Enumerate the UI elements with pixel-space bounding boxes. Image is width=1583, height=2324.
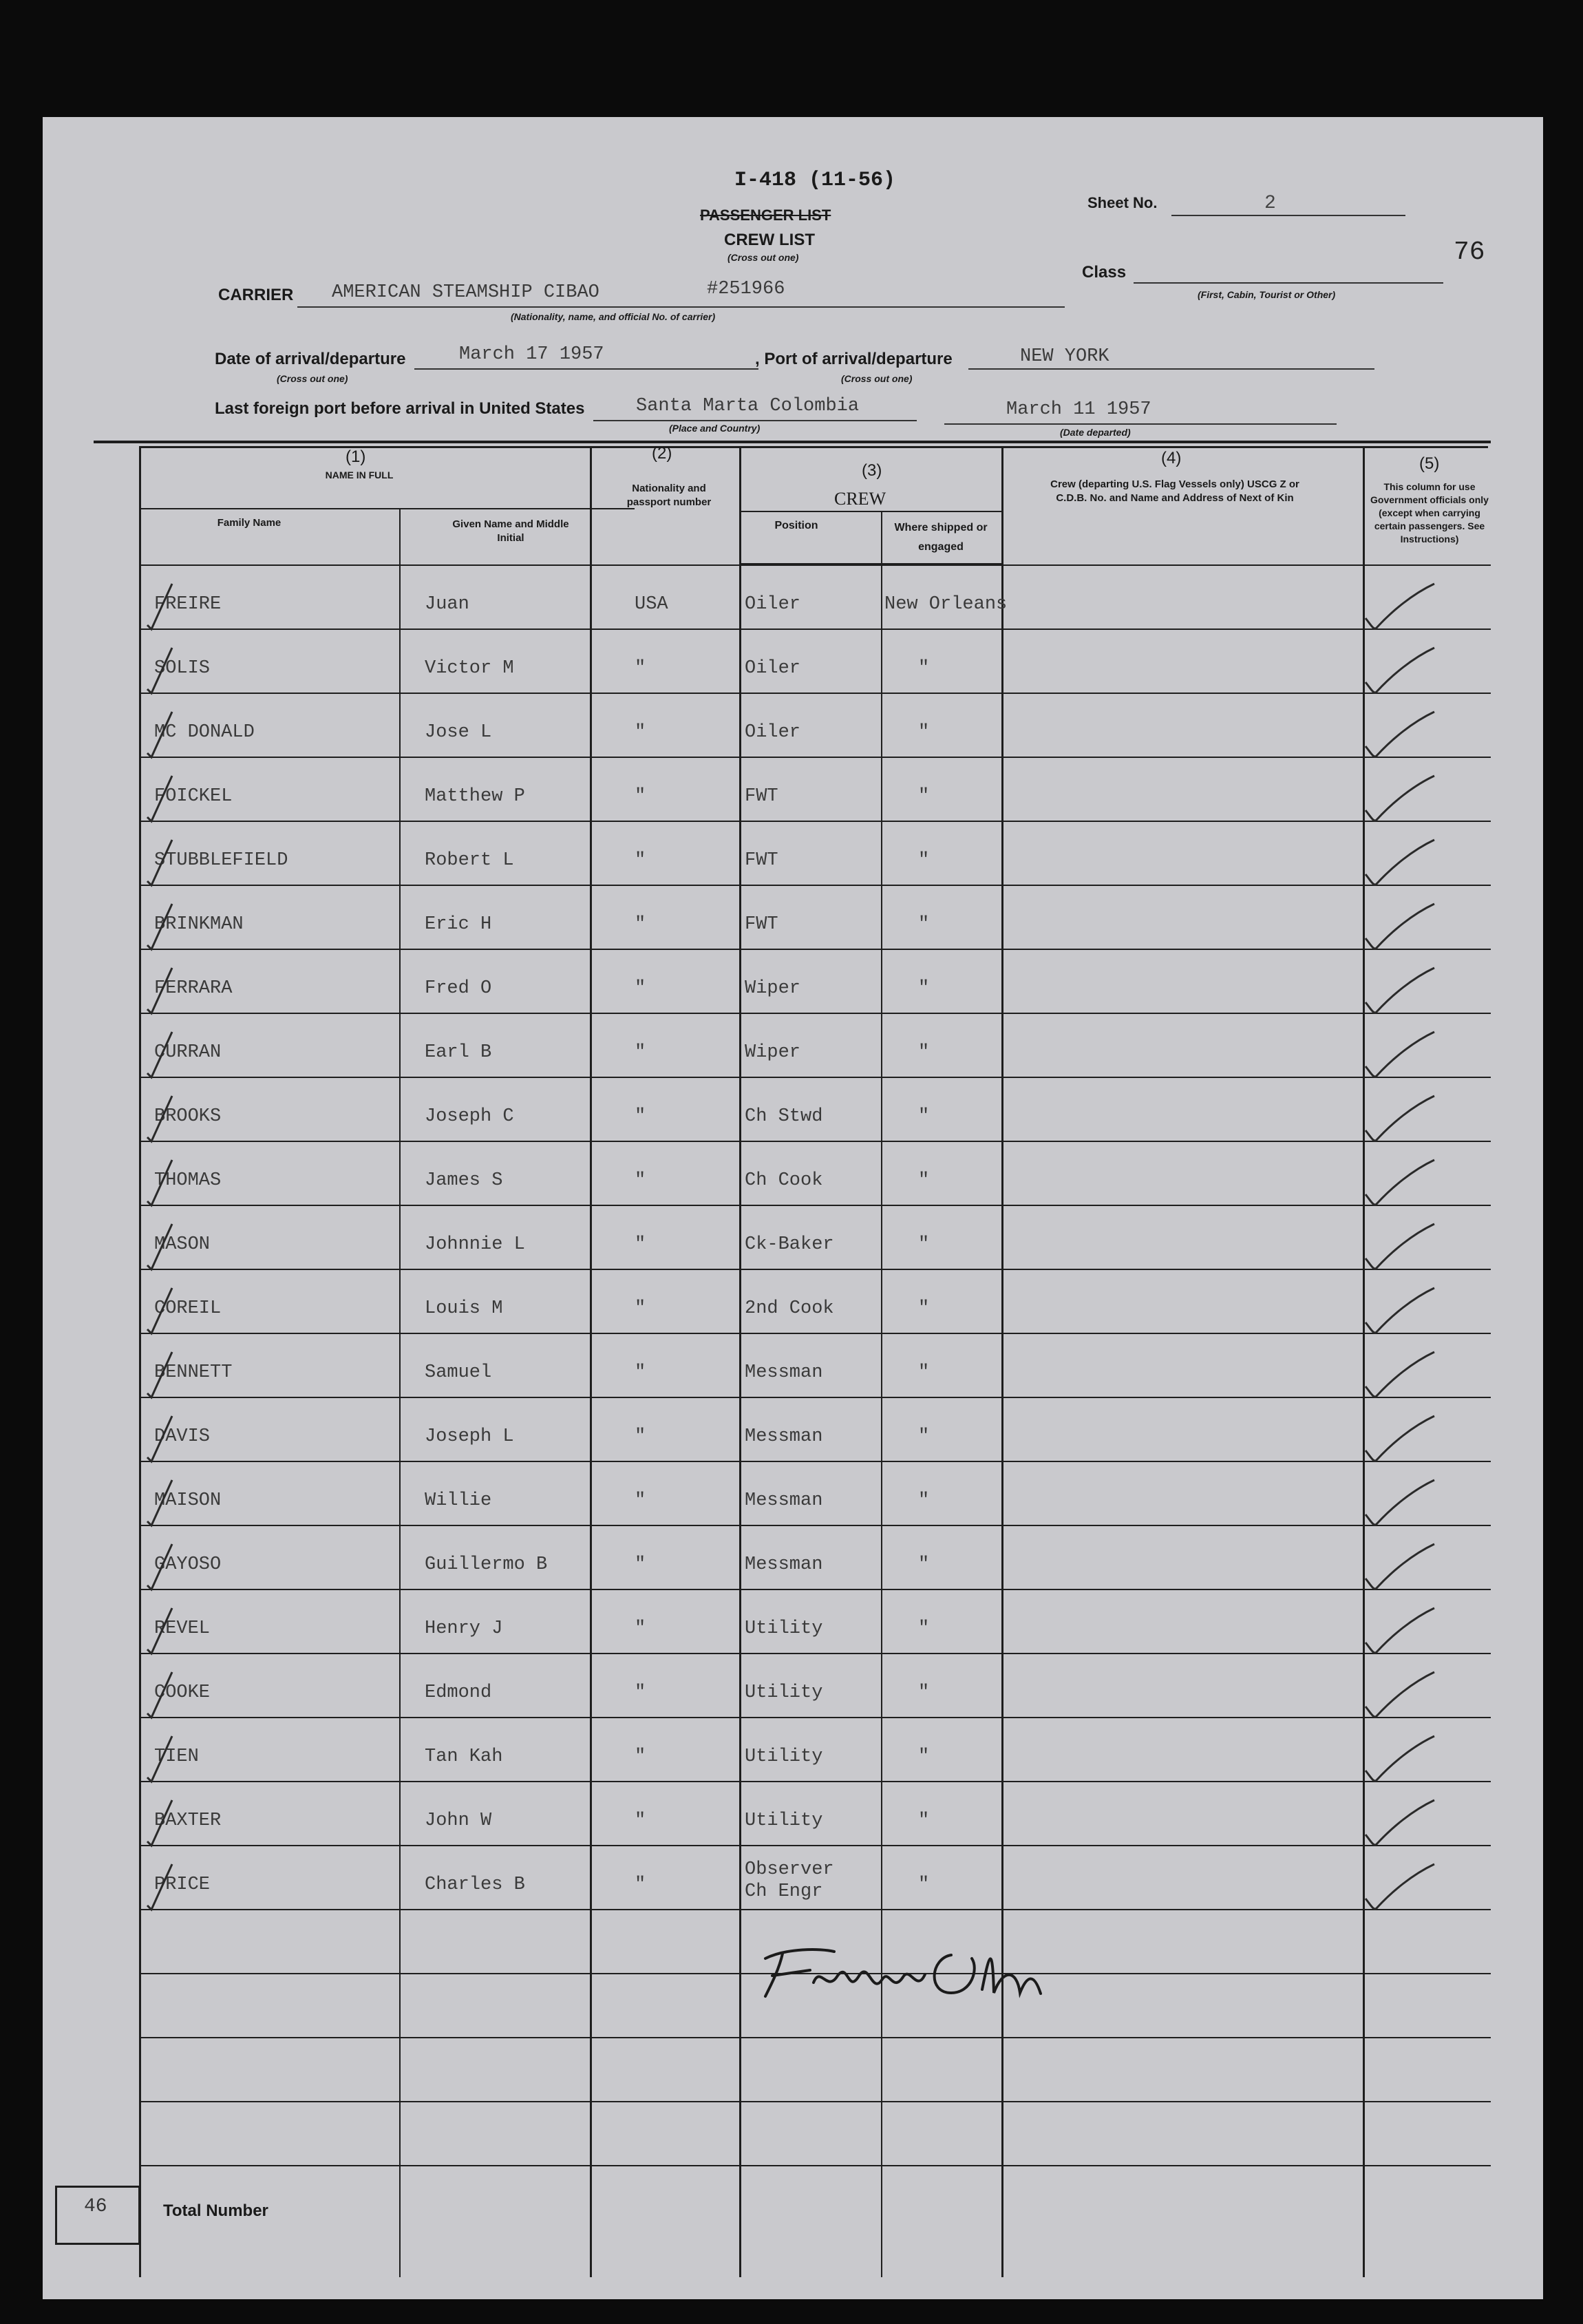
crew-list-label: CREW LIST xyxy=(724,231,815,249)
given-name-cell: Robert L xyxy=(425,850,514,871)
official-check-mark xyxy=(1364,1537,1436,1592)
position-cell: Utility xyxy=(745,1810,823,1831)
where-shipped-cell: " xyxy=(918,1746,930,1767)
family-name-cell: MAISON xyxy=(154,1490,222,1511)
row-check-mark xyxy=(146,961,173,1016)
position-cell: Wiper xyxy=(745,978,801,999)
row-divider xyxy=(139,2165,1491,2166)
row-check-mark xyxy=(146,1153,173,1208)
family-name-cell: BROOKS xyxy=(154,1106,222,1127)
row-check-mark xyxy=(146,769,173,824)
family-name-cell: GAYOSO xyxy=(154,1554,222,1575)
class-label: Class xyxy=(1082,263,1127,282)
position-cell: Ch Cook xyxy=(745,1170,823,1191)
carrier-note: (Nationality, name, and official No. of carrier) xyxy=(511,311,716,322)
where-shipped-cell: " xyxy=(918,1426,930,1447)
total-box-value: 46 xyxy=(84,2196,107,2217)
position-cell: Oiler xyxy=(745,722,801,743)
col1-title: NAME IN FULL xyxy=(325,469,394,480)
date-note: (Cross out one) xyxy=(277,373,348,384)
page-number: 76 xyxy=(1454,237,1485,267)
family-name-cell: CURRAN xyxy=(154,1042,222,1063)
family-name-cell: STUBBLEFIELD xyxy=(154,850,288,871)
position-cell: Utility xyxy=(745,1682,823,1703)
nationality-cell: " xyxy=(635,914,646,935)
col5-number: (5) xyxy=(1419,454,1440,473)
nationality-cell: " xyxy=(635,1618,646,1639)
col1-number: (1) xyxy=(346,447,366,466)
row-divider xyxy=(139,693,1491,694)
row-divider xyxy=(139,1717,1491,1718)
row-divider xyxy=(139,1333,1491,1334)
position-cell: FWT xyxy=(745,850,778,871)
official-check-mark xyxy=(1364,705,1436,760)
family-name-cell: FOICKEL xyxy=(154,786,233,807)
official-check-mark xyxy=(1364,1281,1436,1336)
row-divider xyxy=(139,1845,1491,1846)
where-shipped-cell: " xyxy=(918,1618,930,1639)
nationality-cell: " xyxy=(635,1298,646,1319)
cross-out-note: (Cross out one) xyxy=(727,252,799,263)
official-check-mark xyxy=(1364,641,1436,696)
row-divider xyxy=(139,1013,1491,1014)
nationality-cell: " xyxy=(635,1234,646,1255)
nationality-cell: " xyxy=(635,1874,646,1895)
carrier-label: CARRIER xyxy=(218,286,294,304)
row-divider xyxy=(139,1397,1491,1398)
where-shipped-cell: " xyxy=(918,1490,930,1511)
position-cell: Messman xyxy=(745,1554,823,1575)
last-port-value: Santa Marta Colombia xyxy=(636,396,860,416)
where-shipped-cell: " xyxy=(918,658,930,679)
last-port-note: (Place and Country) xyxy=(669,423,761,434)
where-shipped-cell: " xyxy=(918,1106,930,1127)
row-check-mark xyxy=(146,705,173,760)
col4-number: (4) xyxy=(1161,449,1182,467)
row-divider xyxy=(139,1909,1491,1910)
where-shipped-header: Where shipped or engaged xyxy=(894,522,988,553)
position-cell-line2: Ch Engr xyxy=(745,1881,823,1902)
given-name-cell: Earl B xyxy=(425,1042,492,1063)
where-shipped-cell: " xyxy=(918,1234,930,1255)
family-name-cell: COOKE xyxy=(154,1682,211,1703)
row-check-mark xyxy=(146,897,173,952)
nationality-cell: " xyxy=(635,1170,646,1191)
nationality-cell: " xyxy=(635,1490,646,1511)
nationality-cell: " xyxy=(635,1042,646,1063)
nationality-cell: " xyxy=(635,658,646,679)
family-name-cell: FREIRE xyxy=(154,594,222,615)
row-check-mark xyxy=(146,1601,173,1656)
position-cell: Messman xyxy=(745,1426,823,1447)
given-name-cell: James S xyxy=(425,1170,503,1191)
nationality-cell: " xyxy=(635,850,646,871)
family-name-cell: COREIL xyxy=(154,1298,222,1319)
given-name-cell: Joseph C xyxy=(425,1106,514,1127)
class-note: (First, Cabin, Tourist or Other) xyxy=(1198,289,1336,300)
given-name-cell: Joseph L xyxy=(425,1426,514,1447)
family-name-cell: MASON xyxy=(154,1234,211,1255)
family-name-cell: MC DONALD xyxy=(154,722,255,743)
position-cell: Observer xyxy=(745,1859,834,1880)
where-shipped-cell: " xyxy=(918,1170,930,1191)
official-check-mark xyxy=(1364,961,1436,1016)
nationality-cell: " xyxy=(635,786,646,807)
nationality-cell: " xyxy=(635,1106,646,1127)
position-cell: Messman xyxy=(745,1362,823,1383)
row-check-mark xyxy=(146,1665,173,1720)
date-label: Date of arrival/departure xyxy=(215,350,406,368)
position-cell: Oiler xyxy=(745,594,801,615)
where-shipped-cell: " xyxy=(918,978,930,999)
row-divider xyxy=(139,1525,1491,1526)
nationality-cell: " xyxy=(635,1682,646,1703)
date-departed-value: March 11 1957 xyxy=(1006,399,1151,420)
carrier-value: AMERICAN STEAMSHIP CIBAO xyxy=(332,282,599,303)
where-shipped-cell: " xyxy=(918,1874,930,1895)
given-name-cell: Tan Kah xyxy=(425,1746,503,1767)
form-number: I-418 (11-56) xyxy=(734,169,896,192)
official-check-mark xyxy=(1364,1025,1436,1080)
official-check-mark xyxy=(1364,1345,1436,1400)
row-divider xyxy=(139,949,1491,950)
family-name-cell: TIEN xyxy=(154,1746,199,1767)
col5-title: This column for use Government officials only (except when carrying certain passengers. See Instructions) xyxy=(1370,481,1489,545)
nationality-cell: " xyxy=(635,1426,646,1447)
row-divider xyxy=(139,564,1491,566)
given-name-cell: Victor M xyxy=(425,658,514,679)
row-divider xyxy=(139,1077,1491,1078)
family-name-header: Family Name xyxy=(217,517,281,529)
position-cell: FWT xyxy=(745,914,778,935)
official-check-mark xyxy=(1364,1857,1436,1912)
port-note: (Cross out one) xyxy=(841,373,913,384)
official-check-mark xyxy=(1364,1409,1436,1464)
row-check-mark xyxy=(146,1537,173,1592)
official-check-mark xyxy=(1364,1217,1436,1272)
row-check-mark xyxy=(146,1857,173,1912)
row-divider xyxy=(139,1205,1491,1206)
given-name-cell: Fred O xyxy=(425,978,492,999)
where-shipped-cell: " xyxy=(918,1042,930,1063)
position-cell: Oiler xyxy=(745,658,801,679)
date-departed-note: (Date departed) xyxy=(1060,427,1131,438)
family-name-cell: PRICE xyxy=(154,1874,211,1895)
where-shipped-cell: " xyxy=(918,1298,930,1319)
date-value: March 17 1957 xyxy=(459,344,604,365)
row-divider xyxy=(139,757,1491,758)
official-check-mark xyxy=(1364,1473,1436,1528)
official-check-mark xyxy=(1364,1601,1436,1656)
family-name-cell: REVEL xyxy=(154,1618,211,1639)
official-check-mark xyxy=(1364,897,1436,952)
nationality-cell: USA xyxy=(635,594,668,615)
row-check-mark xyxy=(146,833,173,888)
given-name-cell: Willie xyxy=(425,1490,492,1511)
family-name-cell: THOMAS xyxy=(154,1170,222,1191)
official-check-mark xyxy=(1364,1153,1436,1208)
row-divider xyxy=(139,2101,1491,2102)
position-cell: FWT xyxy=(745,786,778,807)
position-cell: Wiper xyxy=(745,1042,801,1063)
official-check-mark xyxy=(1364,1793,1436,1848)
port-value: NEW YORK xyxy=(1020,346,1109,367)
where-shipped-cell: " xyxy=(918,722,930,743)
official-check-mark xyxy=(1364,577,1436,632)
row-divider xyxy=(139,1269,1491,1270)
col3-title: CREW xyxy=(834,489,886,509)
position-cell: Ck-Baker xyxy=(745,1234,834,1255)
family-name-cell: FERRARA xyxy=(154,978,233,999)
sheet-label: Sheet No. xyxy=(1087,194,1158,211)
col2-number: (2) xyxy=(652,444,672,463)
col3-number: (3) xyxy=(862,461,882,480)
given-name-cell: John W xyxy=(425,1810,492,1831)
row-check-mark xyxy=(146,1345,173,1400)
given-name-cell: Eric H xyxy=(425,914,492,935)
official-check-mark xyxy=(1364,1665,1436,1720)
where-shipped-cell: " xyxy=(918,786,930,807)
nationality-cell: " xyxy=(635,1810,646,1831)
sheet-number: 2 xyxy=(1264,193,1276,214)
row-check-mark xyxy=(146,1217,173,1272)
row-divider xyxy=(139,1653,1491,1654)
row-check-mark xyxy=(146,1409,173,1464)
row-divider xyxy=(139,2037,1491,2038)
where-shipped-cell: " xyxy=(918,1810,930,1831)
position-cell: Ch Stwd xyxy=(745,1106,823,1127)
nationality-cell: " xyxy=(635,1362,646,1383)
official-check-mark xyxy=(1364,769,1436,824)
nationality-cell: " xyxy=(635,722,646,743)
given-name-cell: Henry J xyxy=(425,1618,503,1639)
given-name-cell: Samuel xyxy=(425,1362,492,1383)
passenger-list-label: PASSENGER LIST xyxy=(700,207,831,224)
nationality-cell: " xyxy=(635,1554,646,1575)
given-name-cell: Juan xyxy=(425,594,469,615)
row-check-mark xyxy=(146,1025,173,1080)
official-check-mark xyxy=(1364,833,1436,888)
nationality-cell: " xyxy=(635,978,646,999)
row-divider xyxy=(139,1589,1491,1590)
row-divider xyxy=(139,628,1491,630)
row-check-mark xyxy=(146,1473,173,1528)
family-name-cell: DAVIS xyxy=(154,1426,211,1447)
col2-title: Nationality and passport number xyxy=(626,483,712,508)
official-check-mark xyxy=(1364,1729,1436,1784)
form-sheet xyxy=(43,117,1543,2299)
row-divider xyxy=(139,1461,1491,1462)
position-cell: Utility xyxy=(745,1618,823,1639)
given-name-cell: Johnnie L xyxy=(425,1234,525,1255)
row-divider xyxy=(139,885,1491,886)
row-check-mark xyxy=(146,577,173,632)
where-shipped-cell: New Orleans xyxy=(884,594,1008,615)
given-name-cell: Edmond xyxy=(425,1682,492,1703)
position-cell: Messman xyxy=(745,1490,823,1511)
official-check-mark xyxy=(1364,1089,1436,1144)
where-shipped-cell: " xyxy=(918,1554,930,1575)
given-name-header: Given Name and Middle Initial xyxy=(452,518,569,544)
position-header: Position xyxy=(774,520,818,531)
row-divider xyxy=(139,1141,1491,1142)
signature xyxy=(745,1927,1054,2003)
given-name-cell: Louis M xyxy=(425,1298,503,1319)
position-cell: 2nd Cook xyxy=(745,1298,834,1319)
family-name-cell: BRINKMAN xyxy=(154,914,244,935)
family-name-cell: BAXTER xyxy=(154,1810,222,1831)
where-shipped-cell: " xyxy=(918,1682,930,1703)
where-shipped-cell: " xyxy=(918,914,930,935)
row-check-mark xyxy=(146,1793,173,1848)
col4-title: Crew (departing U.S. Flag Vessels only) USCG Z or C.D.B. No. and Name and Address of Next of Kin xyxy=(1050,478,1299,504)
row-check-mark xyxy=(146,1089,173,1144)
port-label: , Port of arrival/departure xyxy=(755,350,953,368)
carrier-number: #251966 xyxy=(707,279,785,299)
given-name-cell: Guillermo B xyxy=(425,1554,548,1575)
row-divider xyxy=(139,1781,1491,1782)
family-name-cell: BENNETT xyxy=(154,1362,233,1383)
where-shipped-cell: " xyxy=(918,850,930,871)
last-port-label: Last foreign port before arrival in United States xyxy=(215,399,585,418)
total-number-label: Total Number xyxy=(163,2201,268,2220)
family-name-cell: SOLIS xyxy=(154,658,211,679)
position-cell: Utility xyxy=(745,1746,823,1767)
given-name-cell: Jose L xyxy=(425,722,492,743)
row-check-mark xyxy=(146,1729,173,1784)
row-check-mark xyxy=(146,641,173,696)
given-name-cell: Matthew P xyxy=(425,786,525,807)
given-name-cell: Charles B xyxy=(425,1874,525,1895)
nationality-cell: " xyxy=(635,1746,646,1767)
row-check-mark xyxy=(146,1281,173,1336)
where-shipped-cell: " xyxy=(918,1362,930,1383)
row-divider xyxy=(139,821,1491,822)
